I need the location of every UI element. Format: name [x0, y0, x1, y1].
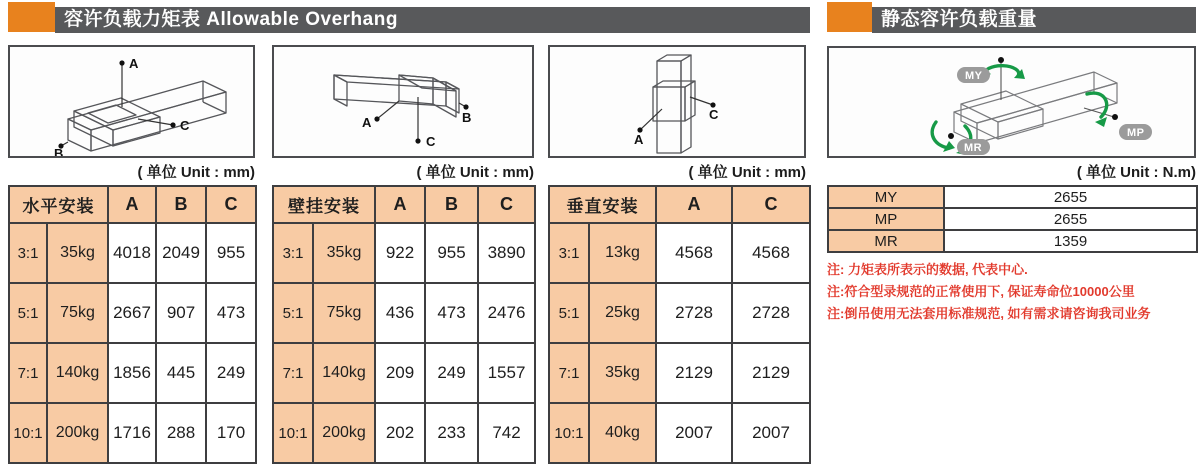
unit-caption-wall: ( 单位 Unit : mm) — [416, 164, 534, 181]
value-cell: 2728 — [656, 283, 732, 343]
value-cell: 4568 — [732, 223, 810, 283]
load-cell: 140kg — [47, 343, 108, 403]
point-a-label: A — [129, 56, 139, 71]
value-cell: 436 — [375, 283, 425, 343]
column-header-c: C — [732, 186, 810, 223]
load-cell: 13kg — [589, 223, 656, 283]
value-cell: 3890 — [478, 223, 535, 283]
right-title-accent-square — [827, 2, 872, 32]
point-b-label: B — [462, 110, 472, 125]
table-row — [9, 283, 256, 343]
table-row — [549, 403, 810, 463]
ratio-cell: 3:1 — [273, 223, 313, 283]
value-cell: 209 — [375, 343, 425, 403]
point-b-label: B — [54, 146, 64, 156]
table-row — [273, 223, 535, 283]
left-section-title: 容许负载力矩表 Allowable Overhang — [55, 7, 810, 33]
value-cell: 1557 — [478, 343, 535, 403]
point-a-label: A — [362, 115, 372, 130]
wall-mount-diagram-box — [272, 45, 534, 158]
note-line: 注:符合型录规范的正常使用下, 保证寿命位10000公里 — [827, 284, 1135, 299]
value-cell: 4018 — [108, 223, 156, 283]
value-cell: 1716 — [108, 403, 156, 463]
point-c-label: C — [426, 134, 436, 149]
table-title: 壁挂安装 — [273, 186, 375, 223]
column-header-a: A — [108, 186, 156, 223]
value-cell: 202 — [375, 403, 425, 463]
column-header-c: C — [206, 186, 256, 223]
table-row — [9, 343, 256, 403]
table-row — [828, 230, 1197, 252]
load-cell: 40kg — [589, 403, 656, 463]
column-header-a: A — [375, 186, 425, 223]
ratio-cell: 10:1 — [9, 403, 47, 463]
ratio-cell: 7:1 — [9, 343, 47, 403]
table-row — [828, 208, 1197, 230]
value-cell: 2728 — [732, 283, 810, 343]
table-row — [273, 283, 535, 343]
value-cell: 473 — [206, 283, 256, 343]
moment-value-cell: 2655 — [944, 186, 1197, 208]
column-header-b: B — [425, 186, 478, 223]
load-cell: 35kg — [313, 223, 375, 283]
value-cell: 2007 — [732, 403, 810, 463]
ratio-cell: 5:1 — [273, 283, 313, 343]
ratio-cell: 5:1 — [549, 283, 589, 343]
column-header-b: B — [156, 186, 206, 223]
table-row — [549, 343, 810, 403]
moment-diagram-box — [827, 46, 1196, 158]
column-header-a: A — [656, 186, 732, 223]
value-cell: 922 — [375, 223, 425, 283]
value-cell: 742 — [478, 403, 535, 463]
value-cell: 2049 — [156, 223, 206, 283]
value-cell: 445 — [156, 343, 206, 403]
point-a-label: A — [634, 132, 644, 147]
moment-label-cell: MR — [828, 230, 944, 252]
unit-caption-moment: ( 单位 Unit : N.m) — [1076, 164, 1196, 181]
value-cell: 249 — [206, 343, 256, 403]
value-cell: 4568 — [656, 223, 732, 283]
unit-caption-vertical: ( 单位 Unit : mm) — [688, 164, 806, 181]
table-row — [9, 223, 256, 283]
point-c-label: C — [709, 107, 719, 122]
value-cell: 170 — [206, 403, 256, 463]
moment-value-cell: 1359 — [944, 230, 1197, 252]
moment-diagram-icon — [829, 48, 1194, 156]
load-cell: 35kg — [47, 223, 108, 283]
load-cell: 35kg — [589, 343, 656, 403]
ratio-cell: 7:1 — [549, 343, 589, 403]
ratio-cell: 3:1 — [549, 223, 589, 283]
moment-badges — [957, 67, 1152, 155]
table-row — [9, 403, 256, 463]
left-title-accent-square — [8, 2, 55, 32]
vertical-mount-diagram-icon — [550, 47, 804, 156]
right-section-title: 静态容许负载重量 — [872, 7, 1196, 33]
value-cell: 2129 — [732, 343, 810, 403]
value-cell: 2667 — [108, 283, 156, 343]
ratio-cell: 10:1 — [273, 403, 313, 463]
table-row — [273, 343, 535, 403]
point-c-label: C — [180, 118, 190, 133]
ratio-cell: 3:1 — [9, 223, 47, 283]
moment-label-cell: MY — [828, 186, 944, 208]
table-row — [549, 283, 810, 343]
value-cell: 249 — [425, 343, 478, 403]
vertical-mount-table — [548, 185, 811, 464]
notes-block — [827, 259, 1199, 325]
moment-value-cell: 2655 — [944, 208, 1197, 230]
mp-badge-label: MP — [1127, 127, 1145, 139]
value-cell: 2129 — [656, 343, 732, 403]
ratio-cell: 7:1 — [273, 343, 313, 403]
vertical-mount-diagram-box — [548, 45, 806, 158]
my-badge-label: MY — [965, 70, 983, 82]
table-row — [828, 186, 1197, 208]
table-title: 垂直安装 — [549, 186, 656, 223]
ratio-cell: 10:1 — [549, 403, 589, 463]
table-row — [273, 403, 535, 463]
moment-label-cell: MP — [828, 208, 944, 230]
unit-caption-horizontal: ( 单位 Unit : mm) — [137, 164, 255, 181]
value-cell: 955 — [206, 223, 256, 283]
wall-mount-table — [272, 185, 536, 464]
wall-mount-diagram-icon — [274, 47, 532, 156]
value-cell: 473 — [425, 283, 478, 343]
load-cell: 75kg — [47, 283, 108, 343]
load-cell: 25kg — [589, 283, 656, 343]
table-title: 水平安装 — [9, 186, 108, 223]
value-cell: 233 — [425, 403, 478, 463]
value-cell: 1856 — [108, 343, 156, 403]
load-cell: 200kg — [313, 403, 375, 463]
value-cell: 955 — [425, 223, 478, 283]
static-moment-table — [827, 185, 1198, 253]
table-row — [549, 223, 810, 283]
value-cell: 2007 — [656, 403, 732, 463]
load-cell: 75kg — [313, 283, 375, 343]
load-cell: 140kg — [313, 343, 375, 403]
note-line: 注: 力矩表所表示的数据, 代表中心. — [827, 262, 1028, 277]
note-line: 注:倒吊使用无法套用标准规范, 如有需求请咨询我司业务 — [827, 306, 1151, 321]
horizontal-mount-diagram-box — [8, 45, 255, 158]
value-cell: 2476 — [478, 283, 535, 343]
ratio-cell: 5:1 — [9, 283, 47, 343]
value-cell: 288 — [156, 403, 206, 463]
load-cell: 200kg — [47, 403, 108, 463]
horizontal-mount-table — [8, 185, 257, 464]
value-cell: 907 — [156, 283, 206, 343]
mr-badge-label: MR — [964, 142, 983, 154]
horizontal-mount-diagram-icon — [10, 47, 253, 156]
column-header-c: C — [478, 186, 535, 223]
